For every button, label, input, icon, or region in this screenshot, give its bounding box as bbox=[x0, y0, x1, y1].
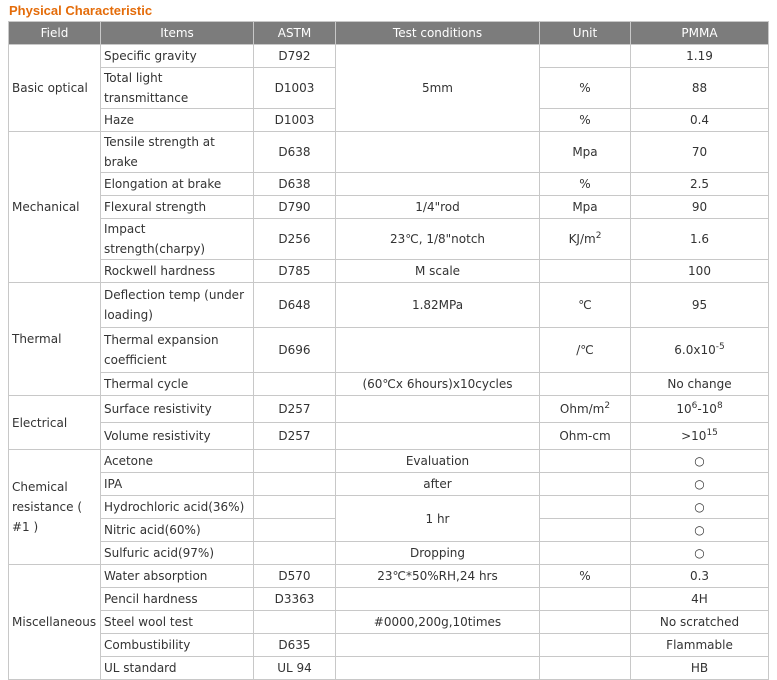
value-range: -10 bbox=[697, 402, 717, 416]
item-cell: Deflection temp (under loading) bbox=[101, 283, 254, 328]
unit-cell bbox=[540, 542, 631, 565]
item-cell: Water absorption bbox=[101, 565, 254, 588]
value-cell: 1.19 bbox=[631, 45, 769, 68]
condition-cell: after bbox=[336, 473, 540, 496]
group-chemical-resistance: Chemical resistance ( #1 ) bbox=[9, 450, 101, 565]
condition-cell: Evaluation bbox=[336, 450, 540, 473]
item-cell: Impact strength(charpy) bbox=[101, 219, 254, 260]
item-cell: Elongation at brake bbox=[101, 173, 254, 196]
table-row bbox=[9, 657, 769, 680]
value-exponent: 15 bbox=[706, 428, 718, 438]
value-cell: 1.6 bbox=[631, 219, 769, 260]
value-cell: 95 bbox=[631, 283, 769, 328]
condition-cell bbox=[336, 657, 540, 680]
table-row bbox=[9, 45, 769, 68]
unit-cell: % bbox=[540, 109, 631, 132]
value-cell: ○ bbox=[631, 519, 769, 542]
table-row bbox=[9, 328, 769, 373]
astm-cell bbox=[254, 373, 336, 396]
astm-cell: UL 94 bbox=[254, 657, 336, 680]
table-row bbox=[9, 588, 769, 611]
table-row bbox=[9, 283, 769, 328]
value-exponent: -5 bbox=[715, 342, 725, 352]
condition-cell bbox=[336, 423, 540, 450]
astm-cell: D638 bbox=[254, 173, 336, 196]
page-title: Physical Characteristic bbox=[9, 3, 153, 18]
properties-table bbox=[8, 21, 769, 680]
astm-cell: D257 bbox=[254, 423, 336, 450]
astm-cell: D257 bbox=[254, 396, 336, 423]
item-cell: Thermal cycle bbox=[101, 373, 254, 396]
value-cell: 4H bbox=[631, 588, 769, 611]
value-cell: No change bbox=[631, 373, 769, 396]
unit-base: Ohm/m bbox=[559, 402, 605, 416]
astm-cell bbox=[254, 542, 336, 565]
header-astm: ASTM bbox=[254, 22, 336, 45]
unit-cell: % bbox=[540, 173, 631, 196]
unit-cell bbox=[540, 450, 631, 473]
unit-cell bbox=[540, 657, 631, 680]
table-row bbox=[9, 611, 769, 634]
value-base: 6.0x10 bbox=[674, 343, 716, 357]
astm-cell bbox=[254, 496, 336, 519]
astm-cell: D570 bbox=[254, 565, 336, 588]
value-cell: 0.4 bbox=[631, 109, 769, 132]
value-cell: ○ bbox=[631, 496, 769, 519]
unit-cell: Mpa bbox=[540, 196, 631, 219]
value-exponent: 6 bbox=[691, 401, 698, 411]
condition-cell bbox=[336, 173, 540, 196]
astm-cell: D785 bbox=[254, 260, 336, 283]
item-cell: Nitric acid(60%) bbox=[101, 519, 254, 542]
condition-cell: #0000,200g,10times bbox=[336, 611, 540, 634]
condition-cell bbox=[336, 328, 540, 373]
value-cell: 90 bbox=[631, 196, 769, 219]
header-field: Field bbox=[9, 22, 101, 45]
table-row bbox=[9, 450, 769, 473]
astm-cell: D635 bbox=[254, 634, 336, 657]
unit-cell bbox=[540, 588, 631, 611]
unit-base: KJ/m bbox=[568, 232, 596, 246]
astm-cell: D790 bbox=[254, 196, 336, 219]
condition-cell bbox=[336, 396, 540, 423]
table-row bbox=[9, 542, 769, 565]
unit-cell: ℃ bbox=[540, 283, 631, 328]
group-electrical: Electrical bbox=[9, 396, 101, 450]
astm-cell: D792 bbox=[254, 45, 336, 68]
unit-cell: Mpa bbox=[540, 132, 631, 173]
value-base: 10 bbox=[676, 402, 692, 416]
table-row bbox=[9, 423, 769, 450]
unit-cell bbox=[540, 396, 631, 423]
astm-cell: D638 bbox=[254, 132, 336, 173]
value-cell: HB bbox=[631, 657, 769, 680]
item-cell: Specific gravity bbox=[101, 45, 254, 68]
value-cell: ○ bbox=[631, 450, 769, 473]
item-cell: Pencil hardness bbox=[101, 588, 254, 611]
value-cell: 2.5 bbox=[631, 173, 769, 196]
astm-cell: D1003 bbox=[254, 68, 336, 109]
astm-cell bbox=[254, 450, 336, 473]
item-cell: Total light transmittance bbox=[101, 68, 254, 109]
value-cell bbox=[631, 396, 769, 423]
group-thermal: Thermal bbox=[9, 283, 101, 396]
value-cell: 100 bbox=[631, 260, 769, 283]
value-cell bbox=[631, 328, 769, 373]
astm-cell bbox=[254, 519, 336, 542]
condition-cell: 23℃*50%RH,24 hrs bbox=[336, 565, 540, 588]
unit-cell: Ohm-cm bbox=[540, 423, 631, 450]
table-row bbox=[9, 373, 769, 396]
condition-cell: M scale bbox=[336, 260, 540, 283]
unit-cell bbox=[540, 373, 631, 396]
group-miscellaneous: Miscellaneous bbox=[9, 565, 101, 680]
item-cell: Steel wool test bbox=[101, 611, 254, 634]
item-cell: Flexural strength bbox=[101, 196, 254, 219]
table-row bbox=[9, 196, 769, 219]
group-mechanical: Mechanical bbox=[9, 132, 101, 283]
unit-cell bbox=[540, 519, 631, 542]
group-basic-optical: Basic optical bbox=[9, 45, 101, 132]
unit-cell bbox=[540, 219, 631, 260]
condition-cell: 5mm bbox=[336, 45, 540, 132]
header-items: Items bbox=[101, 22, 254, 45]
condition-cell: 1/4"rod bbox=[336, 196, 540, 219]
condition-cell: 1.82MPa bbox=[336, 283, 540, 328]
condition-cell bbox=[336, 132, 540, 173]
table-row bbox=[9, 132, 769, 173]
astm-cell bbox=[254, 611, 336, 634]
unit-cell bbox=[540, 496, 631, 519]
item-cell: Tensile strength at brake bbox=[101, 132, 254, 173]
value-cell: No scratched bbox=[631, 611, 769, 634]
astm-cell: D256 bbox=[254, 219, 336, 260]
item-cell: Thermal expansion coefficient bbox=[101, 328, 254, 373]
item-cell: Combustibility bbox=[101, 634, 254, 657]
item-cell: Rockwell hardness bbox=[101, 260, 254, 283]
condition-cell: Dropping bbox=[336, 542, 540, 565]
header-pmma: PMMA bbox=[631, 22, 769, 45]
value-base: >10 bbox=[681, 429, 707, 443]
item-cell: IPA bbox=[101, 473, 254, 496]
item-cell: Hydrochloric acid(36%) bbox=[101, 496, 254, 519]
header-row bbox=[9, 22, 769, 45]
value-cell bbox=[631, 423, 769, 450]
item-cell: Haze bbox=[101, 109, 254, 132]
item-cell: Surface resistivity bbox=[101, 396, 254, 423]
condition-cell bbox=[336, 588, 540, 611]
header-conditions: Test conditions bbox=[336, 22, 540, 45]
item-cell: Volume resistivity bbox=[101, 423, 254, 450]
unit-cell bbox=[540, 260, 631, 283]
value-cell: 88 bbox=[631, 68, 769, 109]
condition-cell: 1 hr bbox=[336, 496, 540, 542]
value-cell: 0.3 bbox=[631, 565, 769, 588]
unit-cell: % bbox=[540, 68, 631, 109]
value-cell: 70 bbox=[631, 132, 769, 173]
table-row bbox=[9, 634, 769, 657]
value-cell: ○ bbox=[631, 473, 769, 496]
value-cell: Flammable bbox=[631, 634, 769, 657]
condition-cell bbox=[336, 634, 540, 657]
astm-cell: D1003 bbox=[254, 109, 336, 132]
item-cell: UL standard bbox=[101, 657, 254, 680]
table-row bbox=[9, 173, 769, 196]
item-cell: Acetone bbox=[101, 450, 254, 473]
table-row bbox=[9, 565, 769, 588]
unit-exponent: 2 bbox=[595, 231, 602, 241]
table-row bbox=[9, 473, 769, 496]
item-cell: Sulfuric acid(97%) bbox=[101, 542, 254, 565]
unit-cell bbox=[540, 473, 631, 496]
table-row bbox=[9, 496, 769, 519]
unit-exponent: 2 bbox=[604, 401, 611, 411]
astm-cell: D696 bbox=[254, 328, 336, 373]
unit-cell: /℃ bbox=[540, 328, 631, 373]
astm-cell: D648 bbox=[254, 283, 336, 328]
unit-cell bbox=[540, 634, 631, 657]
astm-cell: D3363 bbox=[254, 588, 336, 611]
astm-cell bbox=[254, 473, 336, 496]
table-row bbox=[9, 260, 769, 283]
condition-cell: 23℃, 1/8"notch bbox=[336, 219, 540, 260]
table-row bbox=[9, 396, 769, 423]
unit-cell bbox=[540, 45, 631, 68]
condition-cell: (60℃x 6hours)x10cycles bbox=[336, 373, 540, 396]
unit-cell bbox=[540, 611, 631, 634]
header-unit: Unit bbox=[540, 22, 631, 45]
value-exponent: 8 bbox=[716, 401, 723, 411]
table-row bbox=[9, 219, 769, 260]
unit-cell: % bbox=[540, 565, 631, 588]
value-cell: ○ bbox=[631, 542, 769, 565]
